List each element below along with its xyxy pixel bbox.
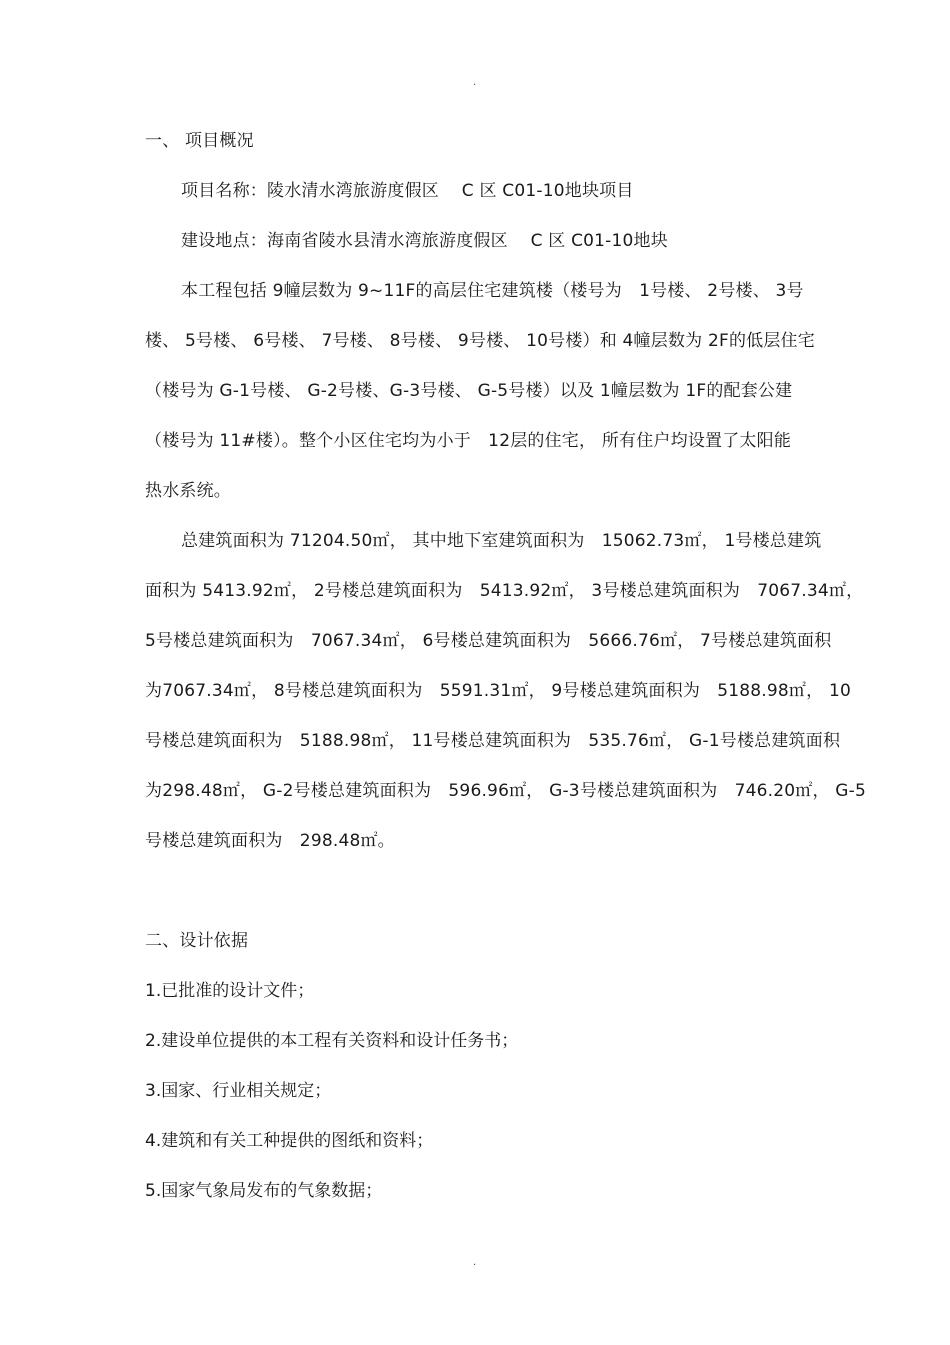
basis-item: 3.国家、行业相关规定； xyxy=(145,1081,332,1101)
document-body xyxy=(145,124,867,1224)
basis-item: 5.国家气象局发布的气象数据； xyxy=(145,1181,383,1201)
area-line: 为7067.34㎡， 8号楼总建筑面积为 5591.31㎡， 9号楼总建筑面积为 5188.98㎡， 10 xyxy=(145,681,851,701)
description-line: （楼号为 G-1号楼、 G-2号楼、G-3号楼、 G-5号楼）以及 1幢层数为 1F的配套公建 xyxy=(145,381,793,401)
description-line: 楼、 5号楼、 6号楼、 7号楼、 8号楼、 9号楼、 10号楼）和 4幢层数为 2F的低层住宅 xyxy=(145,331,815,351)
basis-item: 4.建筑和有关工种提供的图纸和资料； xyxy=(145,1131,434,1151)
area-line: 5号楼总建筑面积为 7067.34㎡， 6号楼总建筑面积为 5666.76㎡， 7号楼总建筑面积 xyxy=(145,631,832,651)
project-location: 建设地点：海南省陵水县清水湾旅游度假区 C 区 C01-10地块 xyxy=(181,231,668,251)
description-line: 本工程包括 9幢层数为 9~11F的高层住宅建筑楼（楼号为 1号楼、 2号楼、 3号 xyxy=(181,281,804,301)
area-line: 为298.48㎡， G-2号楼总建筑面积为 596.96㎡， G-3号楼总建筑面积为 746.20㎡， G-5 xyxy=(145,781,867,801)
project-name: 项目名称：陵水清水湾旅游度假区 C 区 C01-10地块项目 xyxy=(181,181,634,201)
area-line: 号楼总建筑面积为 5188.98㎡， 11号楼总建筑面积为 535.76㎡， G-1号楼总建筑面积 xyxy=(145,731,841,751)
description-line: 热水系统。 xyxy=(145,481,231,501)
basis-item: 2.建设单位提供的本工程有关资料和设计任务书； xyxy=(145,1031,519,1051)
section2-heading: 二、设计依据 xyxy=(145,931,249,951)
area-line: 号楼总建筑面积为 298.48㎡。 xyxy=(145,831,395,851)
page-bottom-mark: . xyxy=(473,1257,477,1268)
description-line: （楼号为 11#楼）。整个小区住宅均为小于 12层的住宅， 所有住户均设置了太阳能 xyxy=(145,431,792,451)
page-top-mark: . xyxy=(473,77,477,88)
area-line: 总建筑面积为 71204.50㎡， 其中地下室建筑面积为 15062.73㎡， 1号楼总建筑 xyxy=(181,531,822,551)
section-spacer xyxy=(145,874,810,924)
area-line: 面积为 5413.92㎡， 2号楼总建筑面积为 5413.92㎡， 3号楼总建筑面积为 7067.34㎡， xyxy=(145,581,864,601)
basis-item: 1.已批准的设计文件； xyxy=(145,981,315,1001)
section1-heading: 一、 项目概况 xyxy=(145,131,254,151)
